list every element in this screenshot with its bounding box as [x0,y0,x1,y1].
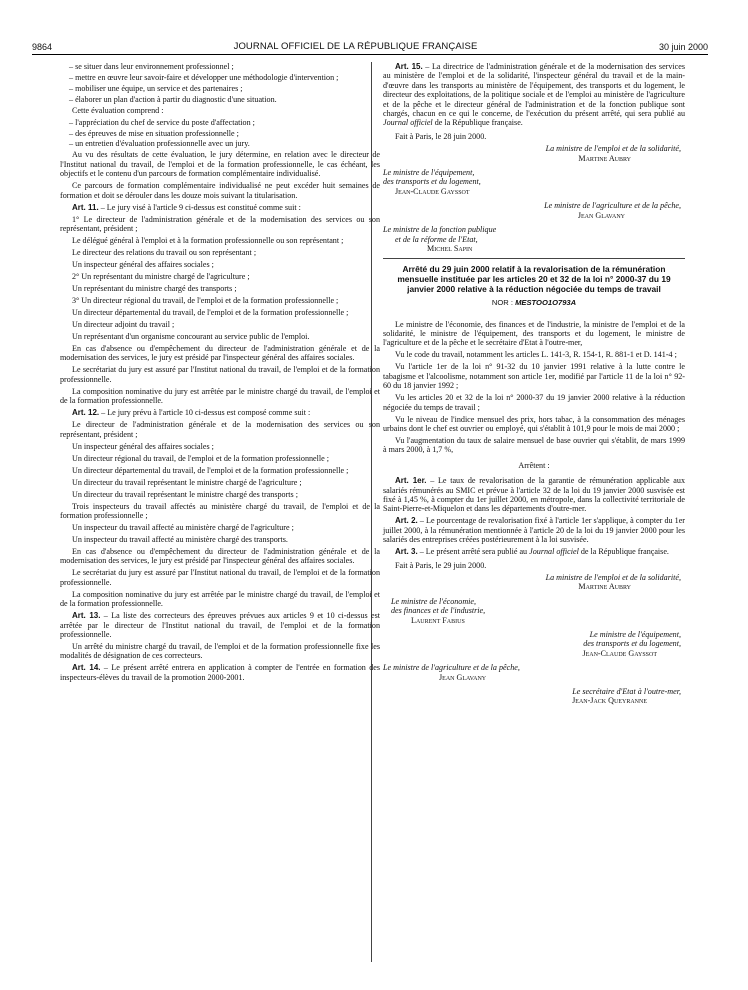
left-column [60,62,380,685]
fait-a-paris: Fait à Paris, le 28 juin 2000. [395,131,487,141]
signatory-title: des transports et du logement, [583,639,681,649]
list-item: – des épreuves de mise en situation professionnelle ; [69,128,239,138]
paragraph: Un directeur régional du travail, de l'emploi et de la formation professionnelle ; [72,453,330,463]
paragraph: Ce parcours de formation complémentaire individualisé ne peut excéder huit semaines de formation et doit se dérouler dans les douze mois suivant la titularisation. [60,181,380,200]
signature-emploi [383,144,685,163]
paragraph: Un directeur départemental du travail, de l'emploi et de la formation professionnelle ; [72,307,349,317]
article-2 [383,516,685,544]
evaluation-list [60,118,380,149]
article-label: Art. 1er. [395,476,427,486]
signatory-name: Laurent Fabius [411,615,465,625]
signatory-title: Le ministre de l'économie, [391,596,477,606]
article-1 [383,476,685,514]
visa: Vu les articles 20 et 32 de la loi n° 2000-37 du 19 janvier 2000 relative à la réduction négociée du temps de travail ; [383,393,685,412]
signatory-name: Jean Glavany [439,672,487,682]
paragraph: Au vu des résultats de cette évaluation, le jury détermine, en relation avec le directeur de l'Institut national du travail, de l'emploi et de la formation professionnelle, le cas échéant, les objectifs et le contenu d'un parcours de formation complémentaire individualisé. [60,150,380,179]
paragraph: La composition nominative du jury est arrêtée par le ministre chargé du travail, de l'emploi et de la formation professionnelle. [60,386,380,406]
signature-emploi-2 [383,573,685,592]
paragraph: Le ministre de l'économie, des finances et de l'industrie, la ministre de l'emploi et de la solidarité, le ministre de l'équipement, des transports et du logement, le ministre de l'agriculture et de la pêche et le secrétaire d'Etat à l'outre-mer, [383,319,685,348]
nor-label: NOR : [491,298,516,308]
signature-fonction-publique [383,225,685,253]
article-label: Art. 11. [72,202,99,212]
nor-reference [383,298,685,307]
journal-officiel-italic: Journal officiel [383,118,433,128]
visa: Vu le niveau de l'indice mensuel des prix, hors tabac, à la consommation des ménages urbains dont le chef est ouvrier ou employé, qui s'établit à 101,9 pour le mois de mai 2000 ; [383,414,685,433]
visa: Vu le code du travail, notamment les articles L. 141-3, R. 154-1, R. 881-1 et D. 141-4 ; [395,350,677,360]
evaluation-intro: Cette évaluation comprend : [72,105,164,115]
issue-date: 30 juin 2000 [658,42,708,52]
signatory-title: Le secrétaire d'Etat à l'outre-mer, [572,687,681,697]
signatory-title: des finances et de l'industrie, [391,606,486,616]
paragraph: Un directeur du travail représentant le ministre chargé de l'agriculture ; [72,477,302,487]
article-text: – Le jury visé à l'article 9 ci-dessus est constitué comme suit : [98,202,301,212]
paragraph: Un arrêté du ministre chargé du travail, de l'emploi et de la formation professionnelle fixe les modalités de désignation de ces correcteurs. [60,642,380,661]
article-text: – Le présent arrêté sera publié au [417,547,530,557]
signatory-title: Le ministre de la fonction publique [383,225,497,235]
visa: Vu l'article 1er de la loi n° 91-32 du 10 janvier 1991 relative à la lutte contre le tabagisme et l'alcoolisme, notamment son article 1er, modifié par l'article 11 de la loi n° 92-60 du 18 janvier 1992 ; [383,362,685,391]
signatory-title: et de la réforme de l'Etat, [395,234,478,244]
list-item: – élaborer un plan d'action à partir du diagnostic d'une situation. [69,94,277,104]
article-3 [383,547,685,556]
signatory-title: Le ministre de l'agriculture et de la pêche, [544,201,681,211]
paragraph: La composition nominative du jury est arrêtée par le ministre chargé du travail, de l'emploi et de la formation professionnelle. [60,589,380,609]
paragraph: 2° Un représentant du ministre chargé de l'agriculture ; [72,271,250,281]
paragraph: En cas d'absence ou d'empêchement du directeur de l'administration générale et de la modernisation des services, le jury est présidé par l'inspecteur général des affaires sociales. [60,343,380,363]
page-header [32,38,708,52]
article-14 [60,663,380,682]
article-label: Art. 3. [395,547,418,557]
article-11 [60,203,380,212]
signature-agriculture [383,201,685,220]
signatory-title: des transports et du logement, [383,177,481,187]
article-text: – Le taux de revalorisation de la garantie de rémunération applicable aux salariés rémunérés au SMIC et prévue à l'article 32 de la loi du 19 janvier 2000 susvisée est fixé à 1,45 %, à compter du 1er juillet 2000, en métropole, dans la collectivité territoriale de Saint-Pierre-et-Miquelon et dans les départements d'outre-mer. [383,476,685,514]
article-text: – La directrice de l'administration générale et de la modernisation des services au ministère de l'emploi et de la solidarité, l'inspecteur général du travail et de la main-d'œuvre dans les transports au ministère de l'équipement, des transports et du logement, le directeur des exploitations, de la politique sociale et de l'emploi au ministère de l'agriculture et de la pêche et le directeur général de l'administration et de la fonction publique sont chargés, chacun en ce qui le concerne, de l'exécution du présent arrêté, qui sera publié au [383,62,685,119]
article-13 [60,611,380,639]
signatory-title: Le ministre de l'agriculture et de la pêche, [383,663,520,673]
signatory-name: Jean-Claude Gayssot [582,648,657,658]
paragraph: Le délégué général à l'emploi et à la formation professionnelle ou son représentant ; [72,235,344,245]
paragraph: En cas d'absence ou d'empêchement du directeur de l'administration générale et de la modernisation des services, le jury est présidé par l'inspecteur général des affaires sociales. [60,547,380,566]
signature-outre-mer [383,687,685,706]
visa: Vu l'augmentation du taux de salaire mensuel de base ouvrier qui s'établit, de mars 1999 à mars 2000, à 1,7 %, [383,435,685,455]
signature-equipement-2 [383,630,685,658]
list-item: – mobiliser une équipe, un service et des partenaires ; [69,83,243,93]
section-rule [383,258,685,259]
article-text-end: de la République française. [578,547,669,557]
fait-a-paris: Fait à Paris, le 29 juin 2000. [395,560,487,570]
journal-officiel-italic: Journal officiel [529,547,579,557]
signatory-name: Martine Aubry [578,582,631,592]
list-item: – mettre en œuvre leur savoir-faire et développer une méthodologie d'intervention ; [69,72,339,82]
signatory-name: Michel Sapin [427,243,473,253]
paragraph: 3° Un directeur régional du travail, de l'emploi et de la formation professionnelle ; [72,295,339,305]
skills-list [60,62,380,104]
paragraph: Un directeur départemental du travail, de l'emploi et de la formation professionnelle ; [72,465,349,475]
article-label: Art. 15. [395,62,423,71]
article-12 [60,408,380,417]
signature-agriculture-2 [383,663,685,682]
signatory-title: La ministre de l'emploi et de la solidarité, [545,573,681,582]
signatory-name: Jean-Claude Gayssot [395,186,470,196]
paragraph: Le secrétariat du jury est assuré par l'Institut national du travail, de l'emploi et de la formation professionnelle. [60,365,380,384]
paragraph: Le directeur des relations du travail ou son représentant ; [72,247,257,257]
signatory-title: Le ministre de l'équipement, [589,630,681,640]
paragraph: Un inspecteur général des affaires sociales ; [72,259,214,269]
paragraph: Un directeur adjoint du travail ; [72,319,175,329]
signatory-name: Martine Aubry [578,153,631,163]
paragraph: Un représentant d'un organisme concourant au service public de l'emploi. [72,331,310,341]
article-text: – La liste des correcteurs des épreuves prévues aux articles 9 et 10 ci-dessus est arrêtée par le directeur de l'Institut national du travail, de l'emploi et de la formation professionnelle. [60,611,380,640]
article-label: Art. 13. [72,611,101,621]
arrete-title: Arrêté du 29 juin 2000 relatif à la revalorisation de la rémunération mensuelle instituée par les articles 20 et 32 de la loi n° 2000-37 du 19 janvier 2000 relative à la réduction négociée du temps de travail [397,264,671,294]
page-number: 9864 [32,42,53,52]
article-15 [383,62,685,128]
signature-equipement [383,168,685,196]
paragraph: Un inspecteur du travail affecté au ministère chargé des transports. [72,535,288,544]
nor-code: MESTOO1O793A [515,298,577,308]
article-label: Art. 2. [395,516,418,526]
paragraph: Le secrétariat du jury est assuré par l'Institut national du travail, de l'emploi et de la formation professionnelle. [60,568,380,587]
paragraph: Un directeur du travail représentant le ministre chargé des transports ; [72,489,298,499]
list-item: – l'appréciation du chef de service du poste d'affectation ; [69,117,255,127]
paragraph: Le directeur de l'administration générale et de la modernisation des services ou son représentant, président ; [60,420,380,439]
header-rule [32,54,708,55]
article-text: – Le présent arrêté entrera en application à compter de l'entrée en formation des inspecteurs-élèves du travail de la promotion 2000-2001. [60,663,380,682]
paragraph: Un représentant du ministre chargé des transports ; [72,283,237,293]
article-label: Art. 12. [72,408,100,418]
paragraph: Un inspecteur du travail affecté au ministère chargé de l'agriculture ; [72,523,294,532]
right-column [383,62,685,711]
signatory-name: Jean-Jack Queyranne [572,696,647,706]
signature-economie [383,597,685,625]
arretent: Arrêtent : [518,460,550,470]
signatory-name: Jean Glavany [577,210,625,220]
signatory-title: Le ministre de l'équipement, [383,168,475,178]
article-text-end: de la République française. [432,118,523,128]
article-text: – Le pourcentage de revalorisation fixé à l'article 1er s'applique, à compter du 1er juillet 2000, à la rémunération mentionnée à l'article 20 de la loi du 19 janvier 2000 pour les salariés des entreprises créées postérieurement à la loi susvisée. [383,516,686,545]
paragraph: Trois inspecteurs du travail affectés au ministère chargé du travail, de l'emploi et de la formation professionnelle ; [60,501,380,520]
list-item: – se situer dans leur environnement professionnel ; [69,62,234,71]
journal-title: JOURNAL OFFICIEL DE LA RÉPUBLIQUE FRANÇAISE [233,41,478,52]
paragraph: Un inspecteur général des affaires sociales ; [72,441,214,451]
article-label: Art. 14. [72,663,101,673]
list-item: – un entretien d'évaluation professionnelle avec un jury. [69,139,250,149]
signatory-title: La ministre de l'emploi et de la solidarité, [545,144,681,154]
paragraph: 1° Le directeur de l'administration générale et de la modernisation des services ou son représentant, président ; [60,214,380,233]
article-text: – Le jury prévu à l'article 10 ci-dessus est composé comme suit : [99,408,311,418]
